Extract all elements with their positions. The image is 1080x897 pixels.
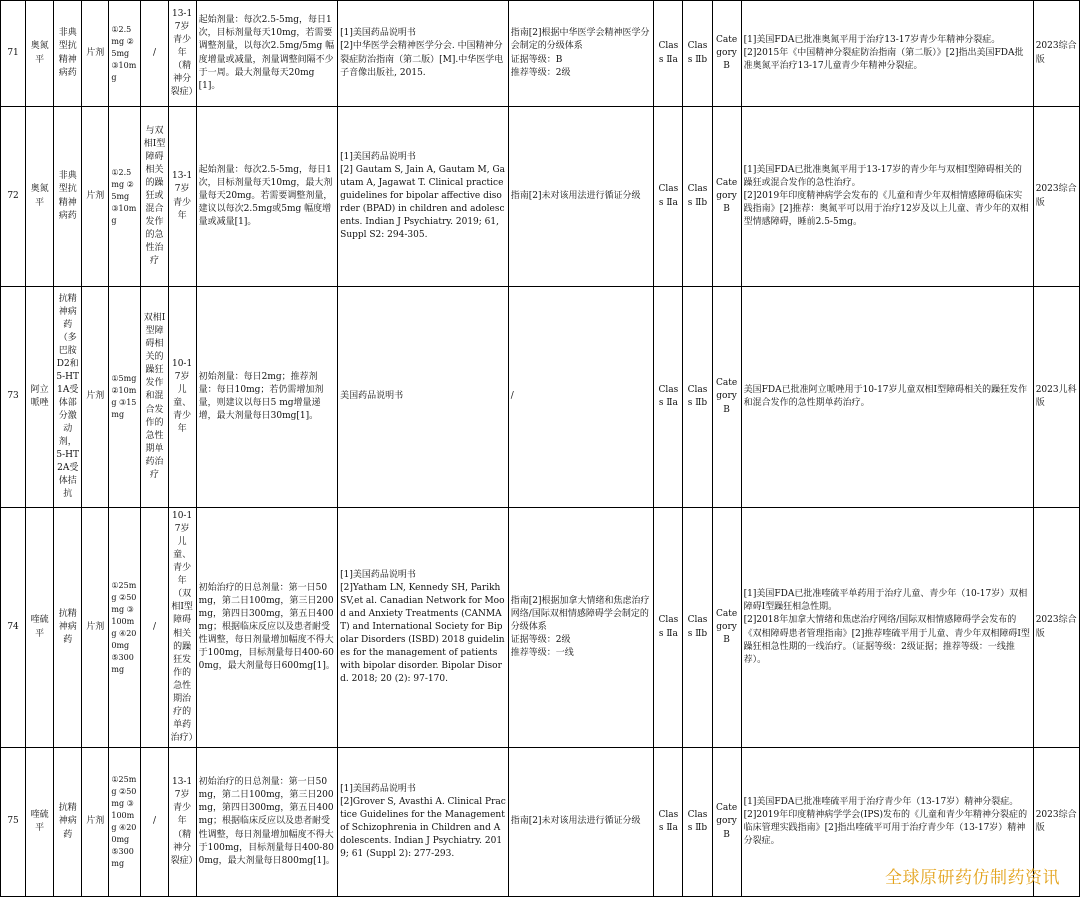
class-efficacy-cell: Class Ⅱa: [654, 1, 683, 107]
row-number-cell: 74: [1, 508, 26, 748]
evidence-grading-cell: 指南[2]根据中华医学会精神医学分会制定的分级体系 证据等级：B 推荐等级：2级: [508, 1, 654, 107]
dosage-regimen-cell: 起始剂量：每次2.5-5mg，每日1次，目标剂量每天10mg，若需要调整剂量，以每次2.5mg/5mg 幅度增量或减量，剂量调整间隔不少于一周。最大剂量每天20mg[1]。: [196, 1, 338, 107]
class-recommendation-cell: Class Ⅱb: [683, 508, 712, 748]
evidence-category-cell: Category B: [712, 748, 741, 897]
version-cell: 2023综合版: [1033, 748, 1079, 897]
evidence-category-cell: Category B: [712, 107, 741, 287]
drug-category-cell: 非典型抗精神病药: [54, 1, 82, 107]
row-number-cell: 72: [1, 107, 26, 287]
evidence-category-cell: Category B: [712, 1, 741, 107]
version-cell: 2023综合版: [1033, 107, 1079, 287]
remarks-cell: [1]美国FDA已批准奥氮平用于13-17岁的青少年与双相I型障碍相关的躁狂或混合发作的急性治疗。 [2]2019年印度精神病学会发布的《儿童和青少年双相情感障碍临床实践指南》[2]推荐：奥氮平可以用于治疗12岁及以上儿童、青少年的双相型情感障碍，睡前2.5-5mg。: [741, 107, 1033, 287]
class-efficacy-cell: Class Ⅱa: [654, 748, 683, 897]
specification-cell: ①25mg ②50mg ③100mg ④200mg ⑤300mg: [109, 748, 141, 897]
dosage-regimen-cell: 起始剂量：每次2.5-5mg，每日1次，目标剂量每天10mg，最大剂量每天20mg。若需要调整剂量，建议以每次2.5mg或5mg 幅度增量或减量[1]。: [196, 107, 338, 287]
evidence-sources-cell: [1]美国药品说明书 [2]Grover S, Avasthi A. Clinical Practice Guidelines for the Management of Schizophrenia in Children and Adolescents. Indian J Psychiatry. 2019; 61 (Suppl 2): 277-293.: [338, 748, 509, 897]
evidence-grading-cell: 指南[2]未对该用法进行循证分级: [508, 748, 654, 897]
class-recommendation-cell: Class Ⅱb: [683, 107, 712, 287]
indication-cell: /: [141, 508, 168, 748]
indication-cell: 与双相I型障碍相关的躁狂或混合发作的急性治疗: [141, 107, 168, 287]
drug-name-cell: 奥氮平: [26, 107, 54, 287]
indication-cell: /: [141, 1, 168, 107]
drug-category-cell: 抗精神病药: [54, 508, 82, 748]
table-row: [1, 508, 1080, 748]
specification-cell: ①25mg ②50mg ③100mg ④200mg ⑤300mg: [109, 508, 141, 748]
class-efficacy-cell: Class Ⅱa: [654, 107, 683, 287]
population-cell: 13-17岁青少年（精神分裂症）: [168, 1, 196, 107]
drug-category-cell: 抗精神病药: [54, 748, 82, 897]
class-efficacy-cell: Class Ⅱa: [654, 287, 683, 508]
remarks-cell: [1]美国FDA已批准奥氮平用于治疗13-17岁青少年精神分裂症。 [2]2015年《中国精神分裂症防治指南（第二版）》[2]指出美国FDA批准奥氮平治疗13-17儿童青少年精神分裂症。: [741, 1, 1033, 107]
dosage-regimen-cell: 初始剂量：每日2mg；推荐剂量：每日10mg；若仍需增加剂量，则建议以每日5 mg增量递增，最大剂量每日30mg[1]。: [196, 287, 338, 508]
dosage-regimen-cell: 初始治疗的日总剂量：第一日50mg，第二日100mg，第三日200mg，第四日300mg，第五日400mg；根据临床反应以及患者耐受性调整，每日剂量增加幅度不得大于100mg，目标剂量每日400-800mg，最大剂量每日800mg[1]。: [196, 748, 338, 897]
evidence-sources-cell: 美国药品说明书: [338, 287, 509, 508]
version-cell: 2023综合版: [1033, 1, 1079, 107]
remarks-cell: 美国FDA已批准阿立哌唑用于10-17岁儿童双相Ⅰ型障碍相关的躁狂发作和混合发作的急性期单药治疗。: [741, 287, 1033, 508]
population-cell: 10-17岁儿童、青少年（双相Ⅰ型障碍相关的躁狂发作的急性期治疗的单药治疗）: [168, 508, 196, 748]
class-recommendation-cell: Class Ⅱb: [683, 748, 712, 897]
specification-cell: ①2.5mg ②5mg ③10mg: [109, 1, 141, 107]
row-number-cell: 71: [1, 1, 26, 107]
evidence-sources-cell: [1]美国药品说明书 [2] Gautam S, Jain A, Gautam M, Gautam A, Jagawat T. Clinical practice guidelines for bipolar affective disorder (BPAD) in children and adolescents. Indian J Psychiatry. 2019; 61, Suppl S2: 294-305.: [338, 107, 509, 287]
drug-name-cell: 奥氮平: [26, 1, 54, 107]
evidence-sources-cell: [1]美国药品说明书 [2]中华医学会精神医学分会. 中国精神分裂症防治指南（第二版）[M].中华医学电子音像出版社, 2015.: [338, 1, 509, 107]
population-cell: 13-17岁青少年: [168, 107, 196, 287]
class-recommendation-cell: Class Ⅱb: [683, 1, 712, 107]
evidence-category-cell: Category B: [712, 287, 741, 508]
version-cell: 2023综合版: [1033, 508, 1079, 748]
evidence-sources-cell: [1]美国药品说明书 [2]Yatham LN, Kennedy SH, Parikh SV,et al. Canadian Network for Mood and Anxiety Treatments (CANMAT) and International Society for Bipolar Disorders (ISBD) 2018 guidelines for the management of patients with bipolar disorder. Bipolar Disord. 2018; 20 (2): 97-170.: [338, 508, 509, 748]
class-efficacy-cell: Class Ⅱa: [654, 508, 683, 748]
table-row: [1, 1, 1080, 107]
remarks-cell: [1]美国FDA已批准喹硫平单药用于治疗儿童、青少年（10-17岁）双相障碍Ⅰ型躁狂相急性期。 [2]2018年加拿大情绪和焦虑治疗网络/国际双相情感障碍学会发布的《双相障碍患者管理指南》[2]推荐喹硫平用于儿童、青少年双相障碍Ⅰ型躁狂相急性期的一线治疗。（证据等级：2级证据；推荐等级：一线推荐）。: [741, 508, 1033, 748]
evidence-grading-cell: 指南[2]根据加拿大情绪和焦虑治疗网络/国际双相情感障碍学会制定的分级体系 证据等级：2级 推荐等级：一线: [508, 508, 654, 748]
row-number-cell: 73: [1, 287, 26, 508]
evidence-category-cell: Category B: [712, 508, 741, 748]
dosage-regimen-cell: 初始治疗的日总剂量：第一日50mg，第二日100mg，第三日200mg，第四日300mg，第五日400mg；根据临床反应以及患者耐受性调整，每日剂量增加幅度不得大于100mg，目标剂量每日400-600mg，最大剂量每日600mg[1]。: [196, 508, 338, 748]
table-row: [1, 287, 1080, 508]
drug-name-cell: 喹硫平: [26, 748, 54, 897]
evidence-grading-cell: 指南[2]未对该用法进行循证分级: [508, 107, 654, 287]
row-number-cell: 75: [1, 748, 26, 897]
population-cell: 13-17岁青少年（精神分裂症）: [168, 748, 196, 897]
remarks-cell: [1]美国FDA已批准喹硫平用于治疗青少年（13-17岁）精神分裂症。 [2]2019年印度精神病学学会(IPS)发布的《儿童和青少年精神分裂症的临床管理实践指南》[2]指出喹硫平可用于治疗青少年（13-17岁）精神分裂症。: [741, 748, 1033, 897]
evidence-grading-cell: /: [508, 287, 654, 508]
drug-name-cell: 喹硫平: [26, 508, 54, 748]
drug-name-cell: 阿立哌唑: [26, 287, 54, 508]
indication-cell: 双相Ⅰ型障碍相关的躁狂发作和混合发作的急性期单药治疗: [141, 287, 168, 508]
drug-category-cell: 抗精神病药（多巴胺D2和5-HT1A受体部分激动剂，5-HT2A受体拮抗: [54, 287, 82, 508]
drug-category-cell: 非典型抗精神病药: [54, 107, 82, 287]
version-cell: 2023儿科版: [1033, 287, 1079, 508]
dosage-form-cell: 片剂: [82, 508, 109, 748]
class-recommendation-cell: Class Ⅱb: [683, 287, 712, 508]
dosage-form-cell: 片剂: [82, 1, 109, 107]
watermark: 全球原研药仿制药资讯: [885, 863, 1060, 888]
specification-cell: ①2.5mg ②5mg ③10mg: [109, 107, 141, 287]
dosage-form-cell: 片剂: [82, 107, 109, 287]
indication-cell: /: [141, 748, 168, 897]
dosage-form-cell: 片剂: [82, 287, 109, 508]
specification-cell: ①5mg ②10mg ③15mg: [109, 287, 141, 508]
table-row: [1, 107, 1080, 287]
dosage-form-cell: 片剂: [82, 748, 109, 897]
population-cell: 10-17岁儿童、青少年: [168, 287, 196, 508]
